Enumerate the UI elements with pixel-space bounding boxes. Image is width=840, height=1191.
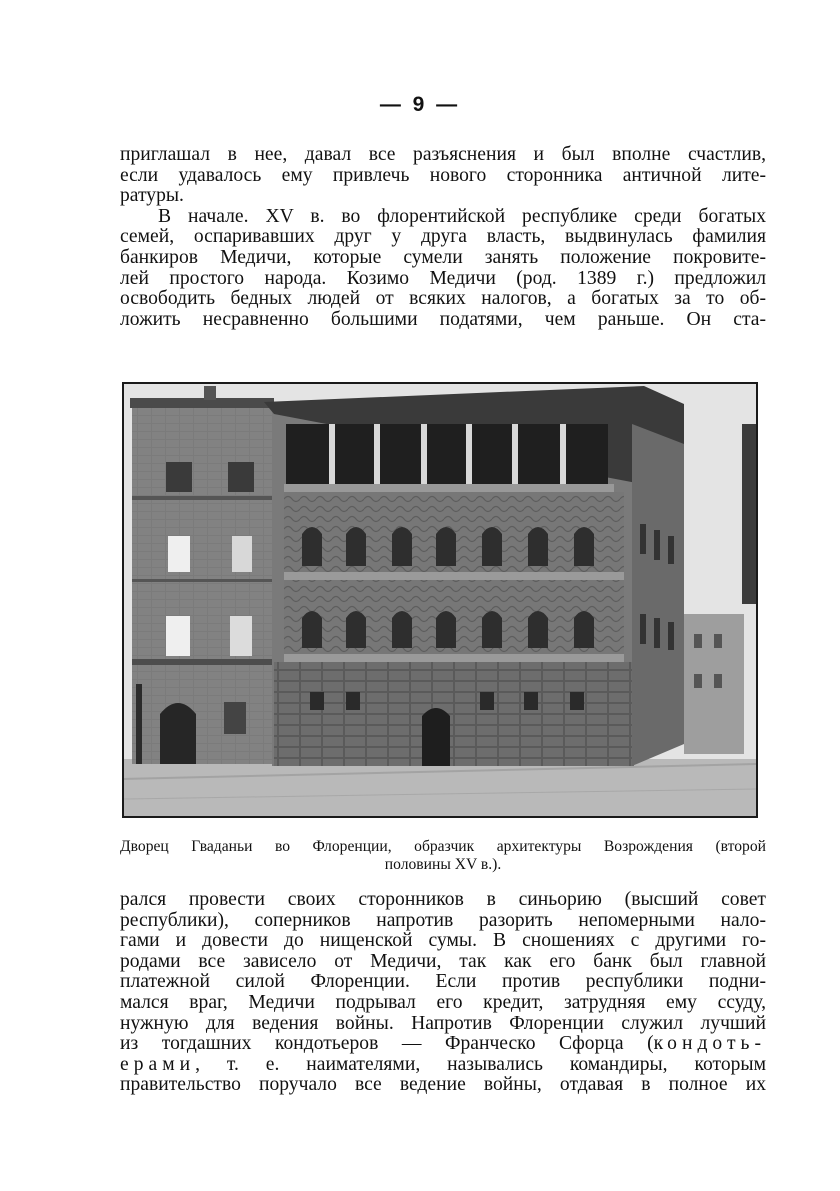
emphasized-word: ерами: [120, 1054, 196, 1075]
text-line: приглашал в нее, давал все разъяснения и был вполне счастлив,: [120, 145, 766, 165]
text-fragment: из тогдашних кондотьеров — Франческо Сфорца (: [120, 1034, 654, 1055]
text-line: мался враг, Медичи подрывал его кредит, затрудняя ему ссуду,: [120, 992, 766, 1013]
text-line: банкиров Медичи, которые сумели занять положение покровите-: [120, 247, 766, 268]
text-line: правительство поручало все ведение войны, отдавая в полное их: [120, 1075, 766, 1096]
text-line: [120, 1034, 766, 1055]
text-line: республики), соперников напротив разорить непомерными нало-: [120, 910, 766, 931]
text-line: если удавалось ему привлечь нового сторонника античной лите-: [120, 165, 766, 186]
top-paragraphs: [120, 145, 766, 330]
text-line: гами и довести до нищенской сумы. В сношениях с другими го-: [120, 931, 766, 952]
text-fragment: , т. е. наимателями, назывались командиры, которым: [195, 1054, 766, 1075]
text-line: нужную для ведения войны. Напротив Флоренции служил лучший: [120, 1013, 766, 1034]
emphasized-word: кондоть-: [653, 1034, 766, 1055]
palazzo-photograph: [122, 382, 758, 818]
caption-line: половины XV в.).: [384, 856, 502, 873]
text-line: родами все зависело от Медичи, так как его банк был главной: [120, 951, 766, 972]
text-line: освободить бедных людей от всяких налогов, а богатых за то об-: [120, 289, 766, 310]
text-line: платежной силой Флоренции. Если против республики подни-: [120, 972, 766, 993]
text-line: рался провести своих сторонников в синьорию (высший совет: [120, 890, 766, 910]
bottom-paragraph: [120, 890, 766, 1096]
text-line: В начале. XV в. во флорентийской республике среди богатых: [158, 206, 766, 227]
text-line: ратуры.: [120, 186, 184, 207]
text-line: [120, 1055, 766, 1076]
page-number: — 9 —: [379, 93, 461, 116]
figure-caption: [120, 838, 766, 874]
text-line: ложить несравненно большими податями, чем раньше. Он ста-: [120, 309, 766, 330]
caption-line: Дворец Гваданьи во Флоренции, образчик архитектуры Возрождения (второй: [120, 838, 766, 855]
text-line: семей, оспаривавших друг у друга власть, выдвинулась фамилия: [120, 227, 766, 248]
text-line: лей простого народа. Козимо Медичи (род. 1389 г.) предложил: [120, 268, 766, 289]
